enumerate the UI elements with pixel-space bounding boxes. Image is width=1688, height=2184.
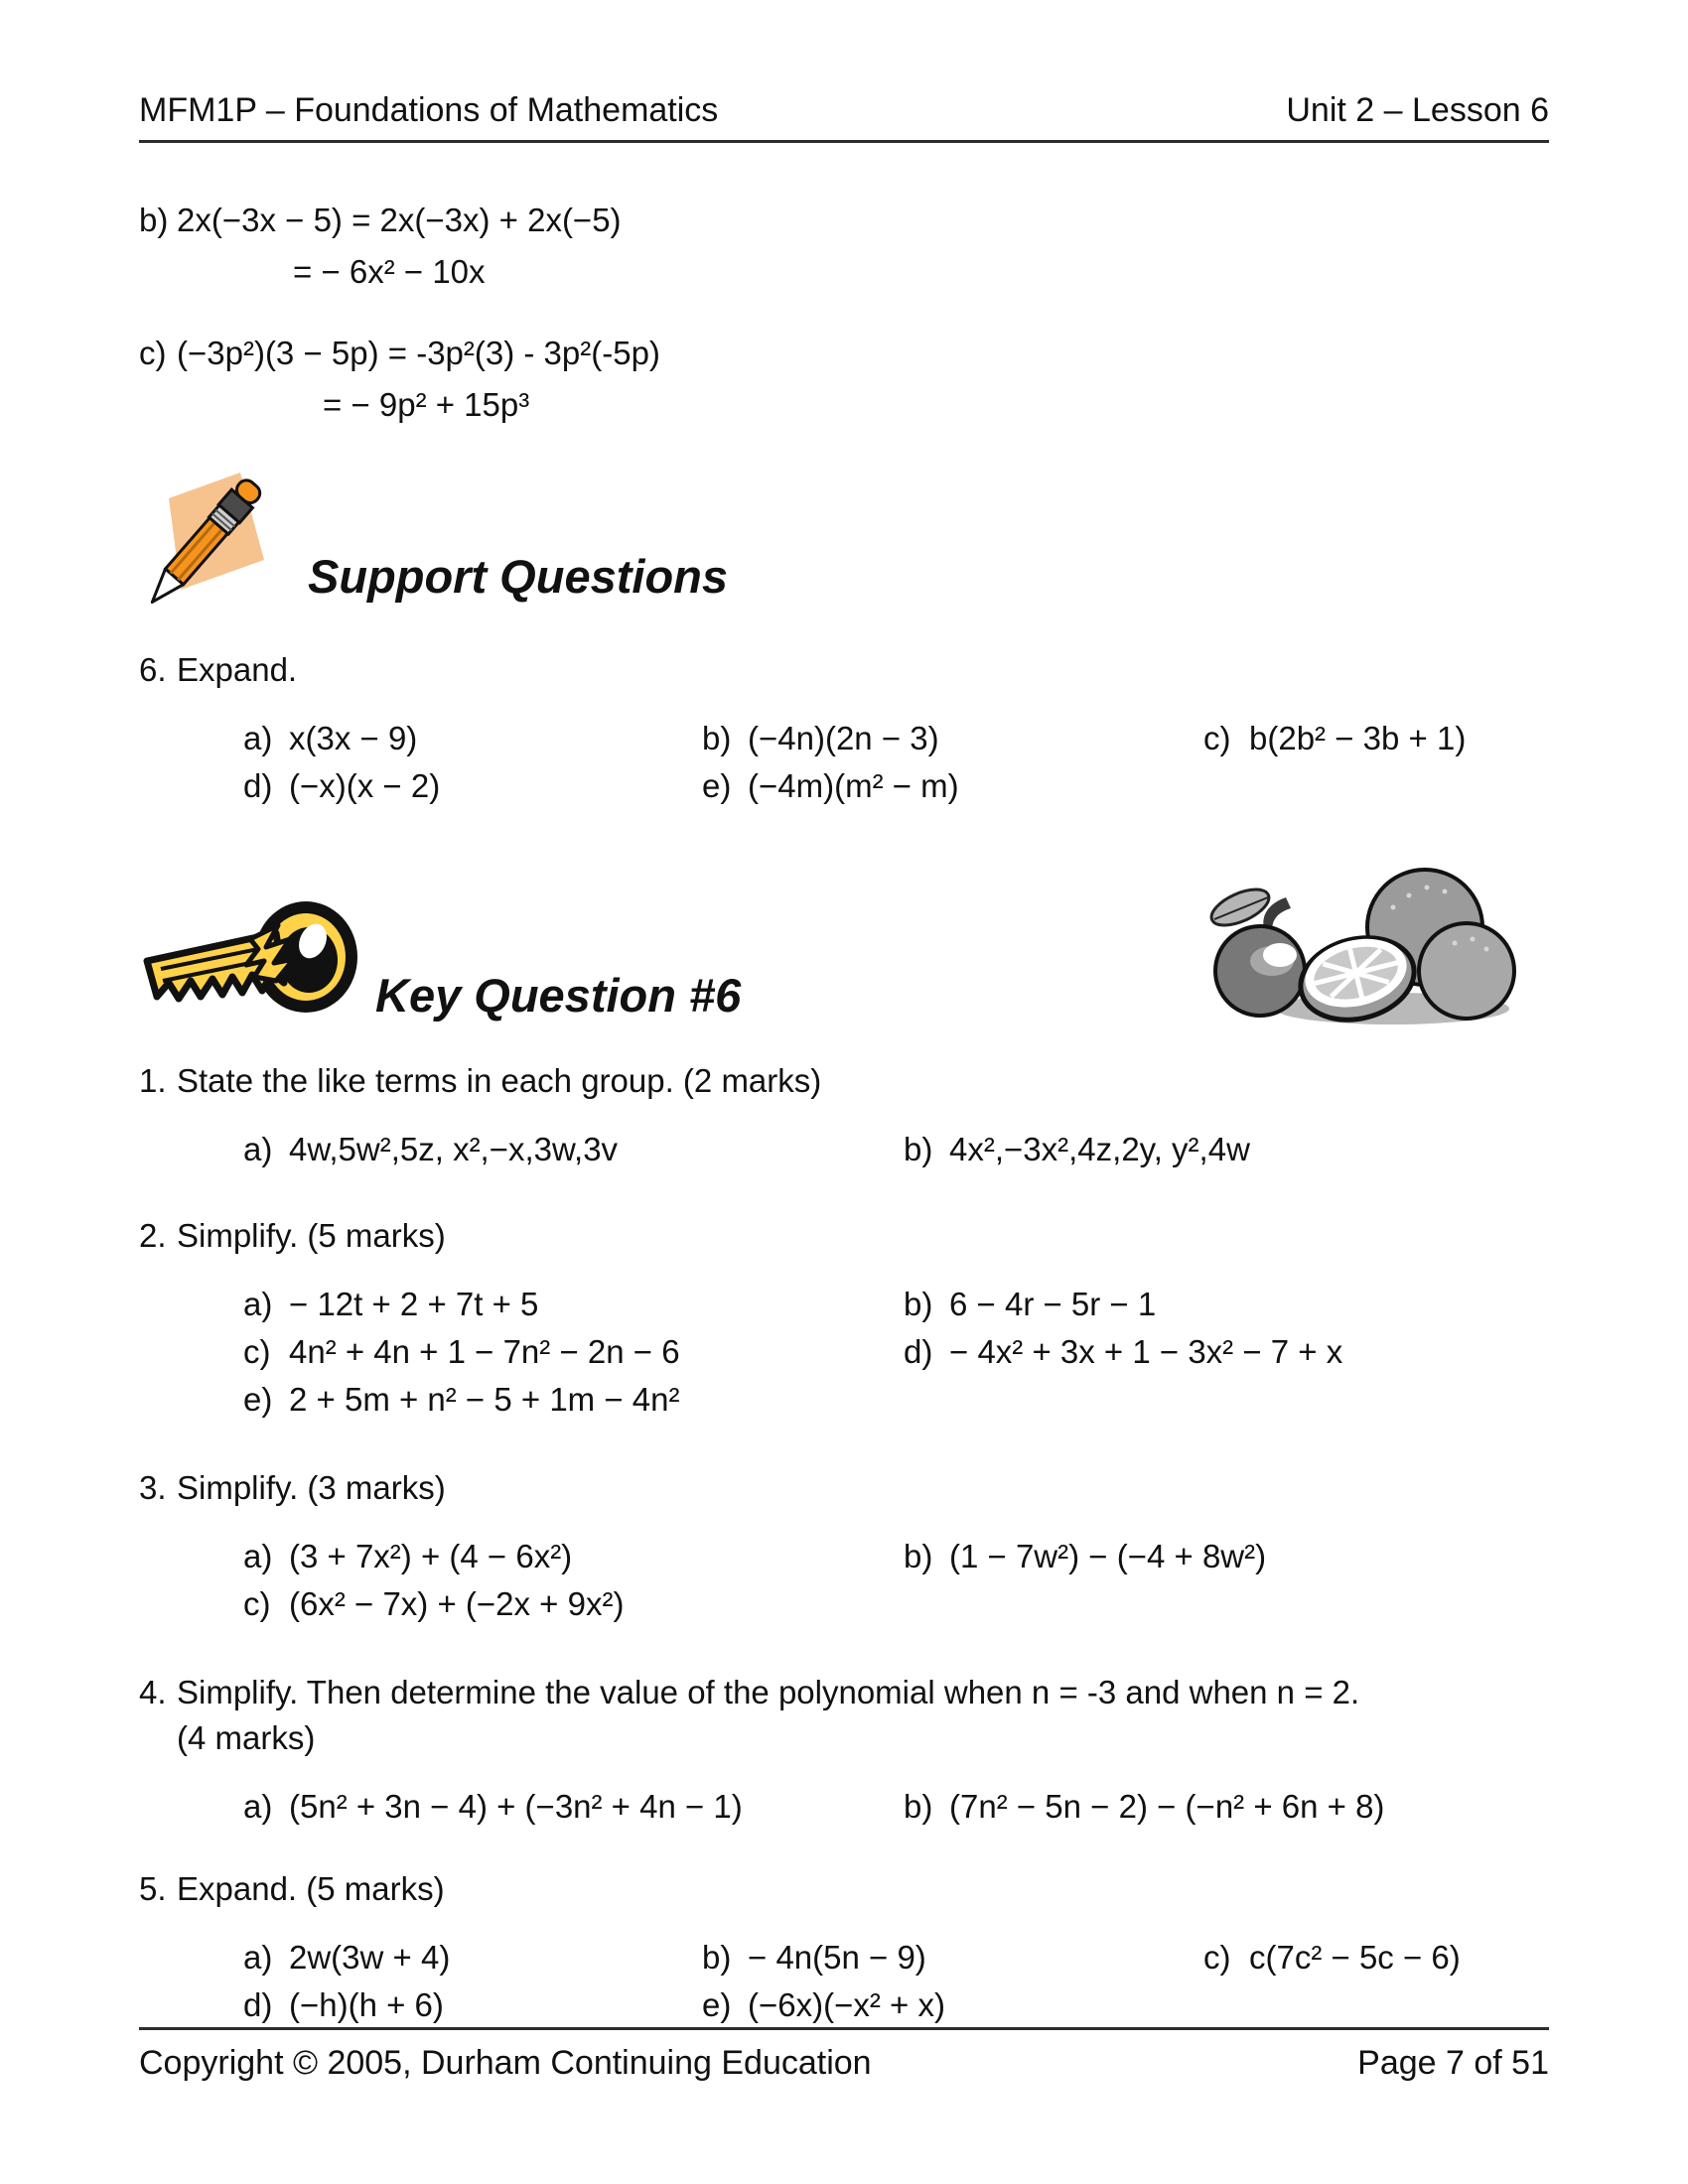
option-expression: (6x² − 7x) + (−2x + 9x²) <box>289 1585 625 1622</box>
option-expression: − 12t + 2 + 7t + 5 <box>289 1286 539 1322</box>
question-2 <box>139 1213 1549 1424</box>
option-2e <box>243 1376 679 1424</box>
option-expression: (−4n)(2n − 3) <box>748 720 939 756</box>
option-label: b) <box>904 1286 933 1322</box>
option-6c <box>1203 715 1466 762</box>
option-label: a) <box>243 720 273 756</box>
option-2c <box>243 1328 904 1376</box>
option-expression: (−6x)(−x² + x) <box>748 1986 945 2023</box>
option-3c <box>243 1580 624 1628</box>
question-number: 6. <box>139 651 167 688</box>
option-label: e) <box>702 767 732 804</box>
worked-example-step1: (−3p²)(3 − 5p) = -3p²(3) - 3p²(-5p) <box>177 335 660 371</box>
page-header <box>139 91 1549 143</box>
key-question-banner <box>139 852 1549 1028</box>
option-3b <box>904 1533 1266 1580</box>
option-4a <box>243 1783 904 1831</box>
option-expression: c(7c² − 5c − 6) <box>1249 1939 1461 1976</box>
option-1b <box>904 1126 1250 1173</box>
option-5d <box>243 1981 702 2029</box>
option-expression: (−h)(h + 6) <box>289 1986 444 2023</box>
header-lesson-title: Unit 2 – Lesson 6 <box>1286 91 1549 129</box>
options-row <box>139 1281 1549 1328</box>
worked-example-b <box>139 195 1549 298</box>
option-expression: 4x²,−3x²,4z,2y, y²,4w <box>949 1131 1250 1167</box>
question-4 <box>139 1670 1549 1831</box>
option-label: c) <box>243 1333 271 1370</box>
question-3 <box>139 1465 1549 1628</box>
question-text-line2: (4 marks) <box>177 1719 316 1756</box>
header-course-title: MFM1P – Foundations of Mathematics <box>139 91 719 129</box>
option-expression: 4n² + 4n + 1 − 7n² − 2n − 6 <box>289 1333 680 1370</box>
apple-icon <box>1206 883 1305 1016</box>
page-content <box>139 91 1549 2029</box>
option-expression: − 4x² + 3x + 1 − 3x² − 7 + x <box>949 1333 1343 1370</box>
question-number: 2. <box>139 1217 167 1254</box>
options-row <box>139 762 1549 810</box>
option-label: b) <box>702 1939 732 1976</box>
option-label: b) <box>904 1788 933 1825</box>
question-number: 5. <box>139 1870 167 1907</box>
option-1a <box>243 1126 904 1173</box>
worked-example-c <box>139 328 1549 431</box>
footer-copyright: Copyright © 2005, Durham Continuing Education <box>139 2044 872 2082</box>
option-expression: (5n² + 3n − 4) + (−3n² + 4n − 1) <box>289 1788 743 1825</box>
option-label: c) <box>1203 720 1231 756</box>
question-number: 3. <box>139 1469 167 1506</box>
worked-example-step1: 2x(−3x − 5) = 2x(−3x) + 2x(−5) <box>177 202 622 238</box>
option-label: a) <box>243 1939 273 1976</box>
worked-example-result: = − 6x² − 10x <box>293 253 486 290</box>
option-label: e) <box>243 1381 273 1418</box>
option-expression: 6 − 4r − 5r − 1 <box>949 1286 1157 1322</box>
key-question-title: Key Question #6 <box>375 969 742 1022</box>
option-6d <box>243 762 702 810</box>
question-1 <box>139 1058 1549 1173</box>
option-6b <box>702 715 1203 762</box>
footer-page-number: Page 7 of 51 <box>1357 2044 1549 2082</box>
question-number: 1. <box>139 1062 167 1099</box>
key-icon <box>139 887 365 1028</box>
option-expression: (−x)(x − 2) <box>289 767 441 804</box>
option-expression: (1 − 7w²) − (−4 + 8w²) <box>949 1538 1267 1574</box>
option-2d <box>904 1328 1342 1376</box>
option-label: a) <box>243 1788 273 1825</box>
worked-example-result: = − 9p² + 15p³ <box>323 386 530 423</box>
question-text <box>177 1670 1359 1761</box>
option-label: d) <box>243 767 273 804</box>
option-label: b) <box>904 1538 933 1574</box>
option-2a <box>243 1281 904 1328</box>
question-text: Expand. <box>177 651 298 688</box>
option-4b <box>904 1783 1384 1831</box>
option-expression: 2w(3w + 4) <box>289 1939 451 1976</box>
option-expression: (7n² − 5n − 2) − (−n² + 6n + 8) <box>949 1788 1385 1825</box>
options-row <box>139 715 1549 762</box>
options-row <box>139 1533 1549 1580</box>
options-row <box>139 1934 1549 1981</box>
worked-example-label: b) <box>139 202 169 238</box>
options-row <box>139 1126 1549 1173</box>
option-label: b) <box>904 1131 933 1167</box>
option-expression: − 4n(5n − 9) <box>748 1939 926 1976</box>
option-expression: (−4m)(m² − m) <box>748 767 959 804</box>
page-footer <box>139 2027 1549 2083</box>
option-5c <box>1203 1934 1461 1981</box>
support-questions-banner <box>139 459 1549 610</box>
question-6 <box>139 647 1549 810</box>
option-6a <box>243 715 702 762</box>
option-label: b) <box>702 720 732 756</box>
option-5b <box>702 1934 1203 1981</box>
question-text: State the like terms in each group. (2 marks) <box>177 1062 822 1099</box>
question-5 <box>139 1866 1549 2029</box>
question-text: Simplify. (5 marks) <box>177 1217 446 1254</box>
options-row <box>139 1580 1549 1628</box>
question-text: Expand. (5 marks) <box>177 1870 445 1907</box>
option-5e <box>702 1981 945 2029</box>
option-expression: (3 + 7x²) + (4 − 6x²) <box>289 1538 573 1574</box>
option-expression: 2 + 5m + n² − 5 + 1m − 4n² <box>289 1381 680 1418</box>
option-label: a) <box>243 1286 273 1322</box>
option-label: c) <box>243 1585 271 1622</box>
fruit-clipart <box>1189 852 1521 1028</box>
option-expression: x(3x − 9) <box>289 720 418 756</box>
question-text-line1: Simplify. Then determine the value of the polynomial when n = -3 and when n = 2. <box>177 1674 1360 1710</box>
option-label: a) <box>243 1131 273 1167</box>
pencil-icon <box>139 459 298 610</box>
option-expression: 4w,5w²,5z, x²,−x,3w,3v <box>289 1131 619 1167</box>
options-row <box>139 1328 1549 1376</box>
options-row <box>139 1783 1549 1831</box>
worked-example-label: c) <box>139 335 167 371</box>
option-label: d) <box>904 1333 933 1370</box>
question-number: 4. <box>139 1674 167 1710</box>
option-3a <box>243 1533 904 1580</box>
option-expression: b(2b² − 3b + 1) <box>1249 720 1467 756</box>
options-row <box>139 1981 1549 2029</box>
option-label: e) <box>702 1986 732 2023</box>
option-label: d) <box>243 1986 273 2023</box>
option-5a <box>243 1934 702 1981</box>
option-6e <box>702 762 959 810</box>
option-label: c) <box>1203 1939 1231 1976</box>
question-text: Simplify. (3 marks) <box>177 1469 446 1506</box>
option-2b <box>904 1281 1156 1328</box>
option-label: a) <box>243 1538 273 1574</box>
options-row <box>139 1376 1549 1424</box>
support-questions-title: Support Questions <box>308 550 728 603</box>
